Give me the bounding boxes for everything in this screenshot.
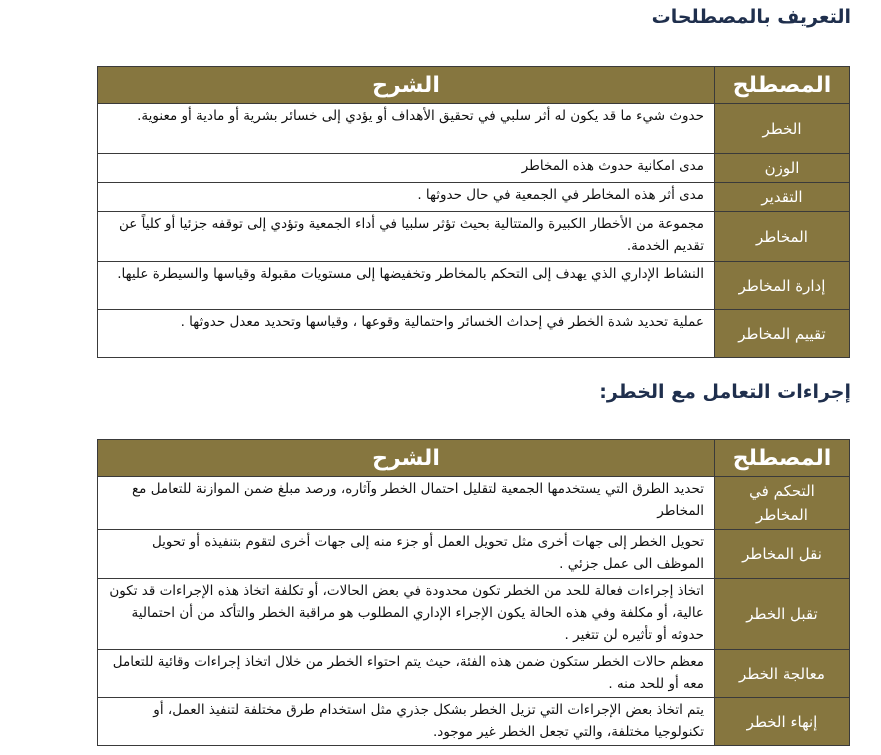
term-cell: إدارة المخاطر xyxy=(715,262,850,310)
table-header-row xyxy=(98,440,850,477)
explanation-cell: تحديد الطرق التي يستخدمها الجمعية لتقليل احتمال الخطر وآثاره، ورصد مبلغ ضمن الموازنة للتعامل مع المخاطر xyxy=(98,477,715,530)
term-cell: تقييم المخاطر xyxy=(715,310,850,358)
header-term: المصطلح xyxy=(715,67,850,104)
table-row xyxy=(98,104,850,154)
definitions-table xyxy=(97,66,850,358)
term-cell: معالجة الخطر xyxy=(715,650,850,698)
explanation-cell: عملية تحديد شدة الخطر في إحداث الخسائر واحتمالية وقوعها ، وقياسها وتحديد معدل حدوثها . xyxy=(98,310,715,358)
table-row xyxy=(98,477,850,530)
explanation-cell: اتخاذ إجراءات فعالة للحد من الخطر تكون محدودة في بعض الحالات، أو تكلفة اتخاذ هذه الإجراءات قد تكون عالية، أو مكلفة وفي هذه الحالة يكون الإجراء الإداري المطلوب هو مراقبة الخطر والتأكد من أن احتمالية حدوثه أو تأثيره لن تتغير . xyxy=(98,579,715,650)
table-row xyxy=(98,310,850,358)
term-cell: تقبل الخطر xyxy=(715,579,850,650)
explanation-cell: مدى أثر هذه المخاطر في الجمعية في حال حدوثها . xyxy=(98,183,715,212)
section-title-definitions: التعريف بالمصطلحات xyxy=(651,6,851,28)
explanation-cell: مجموعة من الأخطار الكبيرة والمتتالية بحيث تؤثر سلبيا في أداء الجمعية وتؤدي إلى توقفه جزئيا أو كلياً عن تقديم الخدمة. xyxy=(98,212,715,262)
table-row xyxy=(98,262,850,310)
table-row xyxy=(98,154,850,183)
table-row xyxy=(98,183,850,212)
table-row xyxy=(98,530,850,579)
term-cell: إنهاء الخطر xyxy=(715,698,850,746)
term-cell: الخطر xyxy=(715,104,850,154)
table-row xyxy=(98,212,850,262)
explanation-cell: النشاط الإداري الذي يهدف إلى التحكم بالمخاطر وتخفيضها إلى مستويات مقبولة وقياسها والسيطرة عليها. xyxy=(98,262,715,310)
term-cell: المخاطر xyxy=(715,212,850,262)
explanation-cell: يتم اتخاذ بعض الإجراءات التي تزيل الخطر بشكل جذري مثل استخدام طرق مختلفة لتنفيذ العمل، أو تكنولوجيا مختلفة، والتي تجعل الخطر غير موجود. xyxy=(98,698,715,746)
term-cell: الوزن xyxy=(715,154,850,183)
explanation-cell: تحويل الخطر إلى جهات أخرى مثل تحويل العمل أو جزء منه إلى جهات أخرى لتقوم بتنفيذه أو تحويل الموظف الى عمل جزئي . xyxy=(98,530,715,579)
table-header-row xyxy=(98,67,850,104)
explanation-cell: معظم حالات الخطر ستكون ضمن هذه الفئة، حيث يتم احتواء الخطر من خلال اتخاذ إجراءات وقائية للتعامل معه أو للحد منه . xyxy=(98,650,715,698)
header-explanation: الشرح xyxy=(98,440,715,477)
table-row xyxy=(98,650,850,698)
term-cell: نقل المخاطر xyxy=(715,530,850,579)
header-explanation: الشرح xyxy=(98,67,715,104)
term-cell: التحكم في المخاطر xyxy=(715,477,850,530)
table-row xyxy=(98,579,850,650)
table-row xyxy=(98,698,850,746)
header-term: المصطلح xyxy=(715,440,850,477)
procedures-table xyxy=(97,439,850,746)
term-cell: التقدير xyxy=(715,183,850,212)
explanation-cell: مدى امكانية حدوث هذه المخاطر xyxy=(98,154,715,183)
explanation-cell: حدوث شيء ما قد يكون له أثر سلبي في تحقيق الأهداف أو يؤدي إلى خسائر بشرية أو مادية أو معنوية. xyxy=(98,104,715,154)
section-title-procedures: إجراءات التعامل مع الخطر: xyxy=(599,381,851,403)
